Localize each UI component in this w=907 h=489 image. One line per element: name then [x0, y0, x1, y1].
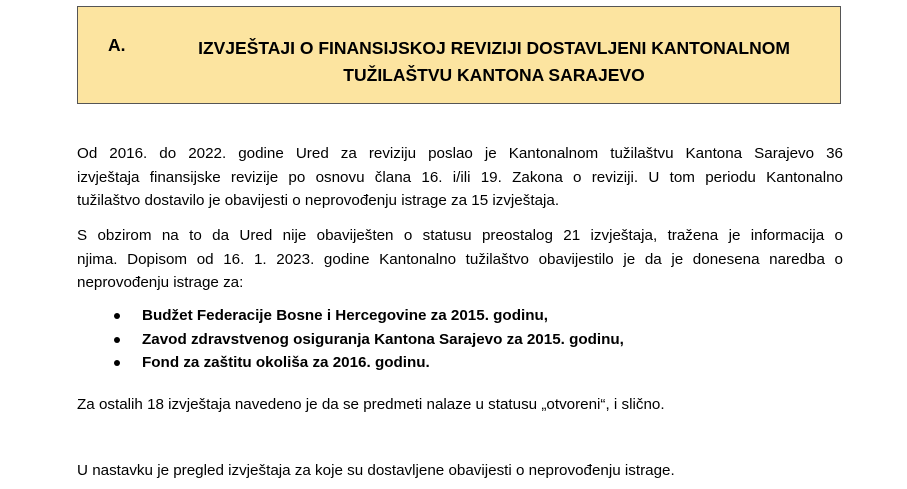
- paragraph-line: njima. Dopisom od 16. 1. 2023. godine Kantonalno tužilaštvo obavijestilo je da je donesena naredba o: [77, 250, 843, 268]
- section-title-line: IZVJEŠTAJI O FINANSIJSKOJ REVIZIJI DOSTAVLJENI KANTONALNOM: [198, 38, 790, 58]
- paragraph-line: tužilaštvo dostavilo je obavijesti o neprovođenju istrage za 15 izvještaja.: [77, 192, 560, 209]
- section-title-line: TUŽILAŠTVU KANTONA SARAJEVO: [343, 65, 645, 85]
- paragraph-intro: [77, 142, 843, 213]
- paragraph-line: U nastavku je pregled izvještaja za koje su dostavljene obavijesti o neprovođenju istrage.: [77, 462, 675, 479]
- list-item-text: Budžet Federacije Bosne i Hercegovine za 2015. godinu,: [142, 307, 548, 324]
- paragraph-line: Za ostalih 18 izvještaja navedeno je da se predmeti nalaze u statusu „otvoreni“, i slično.: [77, 396, 665, 413]
- list-item-text: Fond za zaštitu okoliša za 2016. godinu.: [142, 354, 430, 371]
- list-item: [77, 328, 624, 352]
- paragraph-line: S obzirom na to da Ured nije obaviješten o statusu preostalog 21 izvještaja, tražena je informacija o: [77, 227, 843, 244]
- paragraph-remaining: [77, 393, 843, 417]
- list-item: [77, 351, 624, 375]
- paragraph-overview: [77, 459, 843, 483]
- section-letter: A.: [108, 35, 126, 55]
- section-title: [168, 35, 820, 89]
- bullet-icon: [114, 313, 120, 319]
- section-heading-box: [77, 6, 841, 104]
- bullet-list: [77, 304, 624, 375]
- bullet-icon: [114, 360, 120, 366]
- bullet-icon: [114, 337, 120, 343]
- list-item-text: Zavod zdravstvenog osiguranja Kantona Sarajevo za 2015. godinu,: [142, 330, 624, 348]
- paragraph-line: Od 2016. do 2022. godine Ured za reviziju poslao je Kantonalnom tužilaštvu Kantona Sarajevo 36: [77, 145, 843, 162]
- paragraph-status: [77, 224, 843, 295]
- paragraph-line: izvještaja finansijske revizije po osnovu člana 16. i/ili 19. Zakona o reviziji. U tom periodu Kantonalno: [77, 168, 843, 186]
- paragraph-line: neprovođenju istrage za:: [77, 274, 244, 291]
- list-item: [77, 304, 624, 328]
